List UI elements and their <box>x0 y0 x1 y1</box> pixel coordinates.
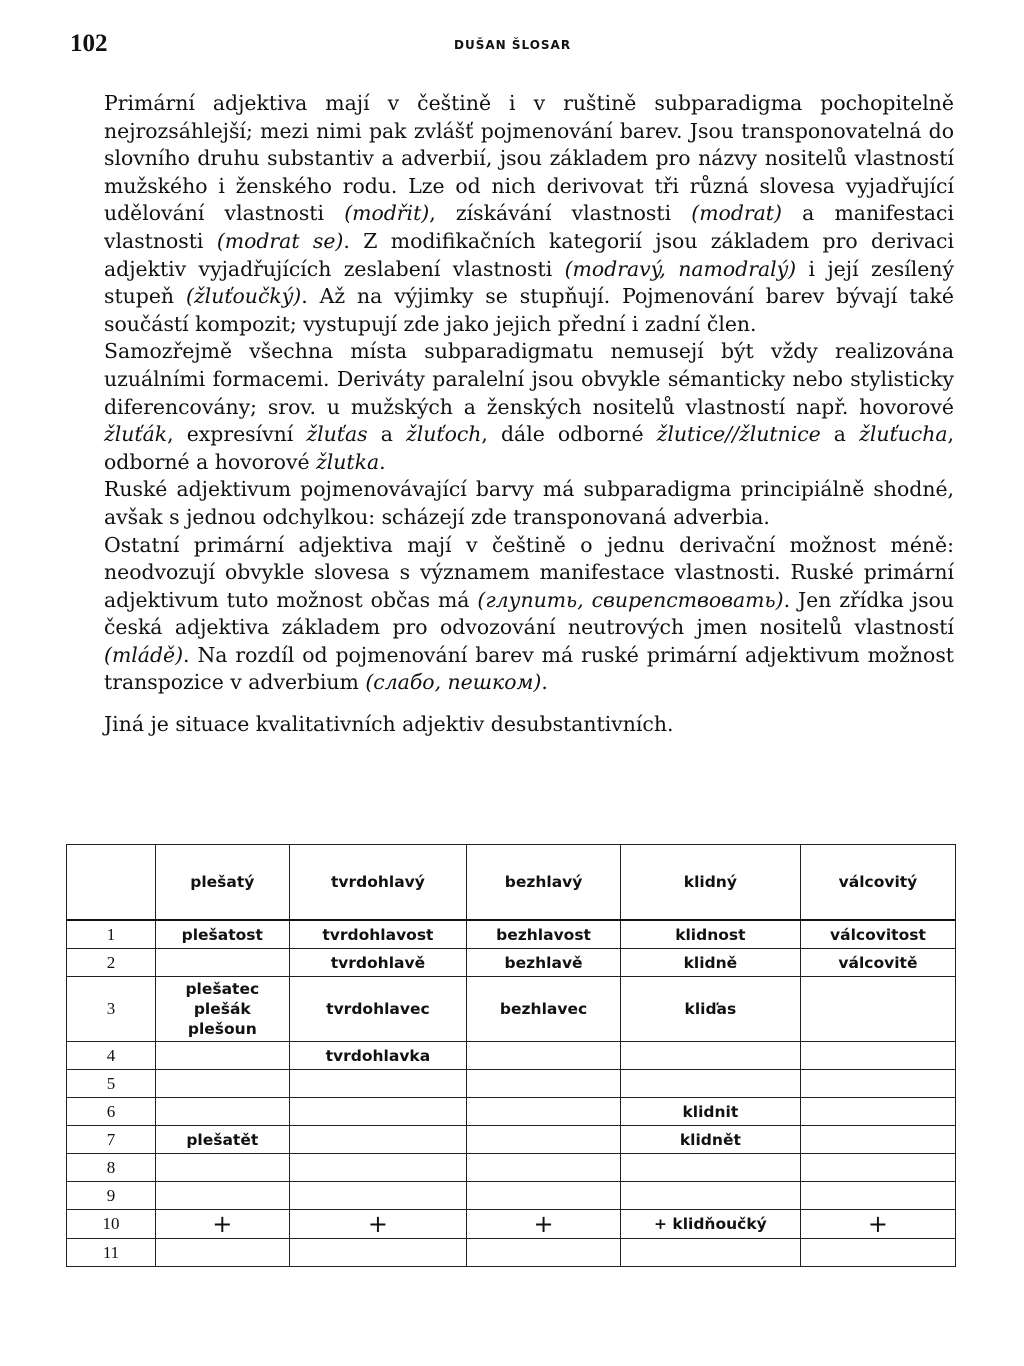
table-cell <box>800 1182 955 1210</box>
italic-example: (mládě) <box>104 642 184 667</box>
table-cell <box>156 1154 290 1182</box>
table-cell <box>289 1154 467 1182</box>
table-row <box>67 920 956 949</box>
row-number: 1 <box>67 920 156 949</box>
table-cell: tvrdohlavka <box>289 1042 467 1070</box>
italic-example: žluťucha <box>859 422 948 447</box>
running-head: DUŠAN ŠLOSAR <box>454 38 572 52</box>
table-cell <box>289 1098 467 1126</box>
text-run: a manifestaci vlastnosti <box>104 201 954 253</box>
table-cell <box>289 1239 467 1267</box>
table-cell <box>467 1239 621 1267</box>
text-run: , získávání vlastnosti <box>429 201 692 226</box>
table-cell <box>467 1070 621 1098</box>
italic-example: (modrat se) <box>216 228 344 253</box>
stacked-forms: plešatec plešák plešoun <box>185 980 260 1038</box>
table-row <box>67 1239 956 1267</box>
table-row <box>67 1126 956 1154</box>
table-cell <box>467 1042 621 1070</box>
table-cell <box>289 1070 467 1098</box>
paragraph <box>104 90 954 338</box>
table-cell <box>620 1239 800 1267</box>
row-number: 5 <box>67 1070 156 1098</box>
table-cell <box>800 1126 955 1154</box>
table-row <box>67 949 956 977</box>
italic-example: (слабо, пешком) <box>365 670 542 695</box>
table-cell: klidnět <box>620 1126 800 1154</box>
table-cell: + <box>156 1210 290 1239</box>
table-cell: + <box>289 1210 467 1239</box>
table-row <box>67 1098 956 1126</box>
italic-example: žlutice//žlutnice <box>656 422 821 447</box>
table-cell <box>800 1154 955 1182</box>
table-cell <box>289 1182 467 1210</box>
table-cell: plešatost <box>156 920 290 949</box>
table-cell: klidnit <box>620 1098 800 1126</box>
table-cell <box>800 977 955 1042</box>
table-cell <box>620 1154 800 1182</box>
row-number: 10 <box>67 1210 156 1239</box>
column-header: plešatý <box>156 845 290 921</box>
table-cell <box>620 1042 800 1070</box>
row-number: 3 <box>67 977 156 1042</box>
text-run: Ostatní primární adjektiva mají v češtině o jednu derivační možnost méně: neodvozují obvykle slovesa s významem manifestace vlastnosti. Ruské primární adjektivum tuto možnost občas má <box>104 532 954 612</box>
italic-example: (modřit) <box>344 201 430 226</box>
text-run: Ruské adjektivum pojmenovávající barvy má subparadigma principiálně shodné, avšak s jednou odchylkou: scházejí zde transponovaná adverbia. <box>104 477 954 529</box>
table-cell <box>467 1126 621 1154</box>
italic-example: žlutka <box>316 449 380 474</box>
table-cell <box>800 1042 955 1070</box>
text-run: a <box>820 422 860 447</box>
text-run: Samozřejmě všechna místa subparadigmatu nemusejí být vždy realizována uzuálními formacemi. Deriváty paralelní jsou obvykle sémanticky nebo stylisticky diferencovány; srov. u mužských a ženských nositelů vlastností např. hovorové <box>104 339 954 419</box>
text-run: Primární adjektiva mají v češtině i v ruštině subparadigma pochopitelně nejrozsáhlejší; mezi nimi pak zvlášť pojmenování barev. Jsou transponovatelná do slovního druhu substantiv a adverbií, jsou základem pro názvy nositelů vlastností mužského i ženského rodu. Lze od nich derivovat tři různá slovesa vyjadřující udělování vlastnosti <box>104 91 954 226</box>
table-cell <box>467 1182 621 1210</box>
table-cell <box>467 1098 621 1126</box>
table-cell: + <box>467 1210 621 1239</box>
text-run: . <box>379 449 386 474</box>
table-cell: plešatět <box>156 1126 290 1154</box>
text-run: . Na rozdíl od pojmenování barev má ruské primární adjektivum možnost transpozice v adverbium <box>104 642 954 695</box>
table-cell: bezhlavec <box>467 977 621 1042</box>
text-run: , odborné a hovorové <box>104 422 954 474</box>
table-cell: tvrdohlavě <box>289 949 467 977</box>
text-run: a <box>367 422 406 447</box>
paragraph <box>104 338 954 476</box>
table-cell: klidně <box>620 949 800 977</box>
row-number: 8 <box>67 1154 156 1182</box>
table-cell: klidnost <box>620 920 800 949</box>
table-cell <box>620 1182 800 1210</box>
row-number: 4 <box>67 1042 156 1070</box>
derivation-table <box>66 844 956 1267</box>
column-header: tvrdohlavý <box>289 845 467 921</box>
column-header: bezhlavý <box>467 845 621 921</box>
text-run: Jiná je situace kvalitativních adjektiv desubstantivních. <box>104 712 674 737</box>
table-cell: bezhlavost <box>467 920 621 949</box>
italic-example: (modrat) <box>691 201 782 226</box>
table-cell: + <box>800 1210 955 1239</box>
italic-example: žluťas <box>306 422 368 447</box>
table-cell <box>620 1210 800 1239</box>
row-number: 6 <box>67 1098 156 1126</box>
row-number: 2 <box>67 949 156 977</box>
table-cell: válcovitost <box>800 920 955 949</box>
table-cell: tvrdohlavec <box>289 977 467 1042</box>
table-row <box>67 1210 956 1239</box>
row-number: 7 <box>67 1126 156 1154</box>
table-cell: válcovitě <box>800 949 955 977</box>
table-cell <box>156 1042 290 1070</box>
table-cell <box>156 1239 290 1267</box>
text-run: . Jen zřídka jsou česká adjektiva základem pro odvozování neutrových jmen nositelů vlastností <box>104 587 954 640</box>
table-cell <box>800 1098 955 1126</box>
table-row <box>67 1182 956 1210</box>
column-header: klidný <box>620 845 800 921</box>
page-number: 102 <box>70 30 108 57</box>
table-cell <box>156 977 290 1042</box>
header-corner-cell <box>67 845 156 921</box>
paragraph <box>104 532 954 698</box>
row-number: 11 <box>67 1239 156 1267</box>
text-run: . Až na výjimky se stupňují. Pojmenování barev bývají také součástí kompozit; vystupují zde jako jejich přední i zadní člen. <box>104 284 954 336</box>
table-cell <box>156 949 290 977</box>
table-row <box>67 1154 956 1182</box>
italic-example: (глупить, свирепствовать) <box>477 587 784 612</box>
table-cell <box>156 1070 290 1098</box>
table-row <box>67 1042 956 1070</box>
table-cell: tvrdohlavost <box>289 920 467 949</box>
paragraph <box>104 711 954 739</box>
row-number: 9 <box>67 1182 156 1210</box>
column-header: válcovitý <box>800 845 955 921</box>
table-cell <box>620 1070 800 1098</box>
italic-example: (žluťoučký) <box>185 284 302 309</box>
text-run: , expresívní <box>167 422 307 447</box>
table-cell: kliďas <box>620 977 800 1042</box>
table-cell <box>800 1239 955 1267</box>
table-header-row <box>67 845 956 921</box>
text-run: . Z modifikačních kategorií jsou základem pro derivaci adjektiv vyjadřujících zeslabení vlastnosti <box>104 228 954 281</box>
table-cell: bezhlavě <box>467 949 621 977</box>
table-row <box>67 977 956 1042</box>
text-run: . <box>541 670 548 695</box>
table-cell <box>467 1154 621 1182</box>
text-run: i její zesílený stupeň <box>104 256 954 309</box>
paragraph <box>104 476 954 531</box>
table-cell <box>800 1070 955 1098</box>
table-row <box>67 1070 956 1098</box>
plus-with-form: + klidňoučký <box>654 1215 767 1233</box>
italic-example: žluťoch <box>406 422 482 447</box>
table-cell <box>156 1098 290 1126</box>
italic-example: (modravý, namodralý) <box>564 256 797 281</box>
text-run: , dále odborné <box>481 422 657 447</box>
table-cell <box>156 1182 290 1210</box>
body-text <box>104 90 954 739</box>
italic-example: žluťák <box>104 422 168 447</box>
table-cell <box>289 1126 467 1154</box>
